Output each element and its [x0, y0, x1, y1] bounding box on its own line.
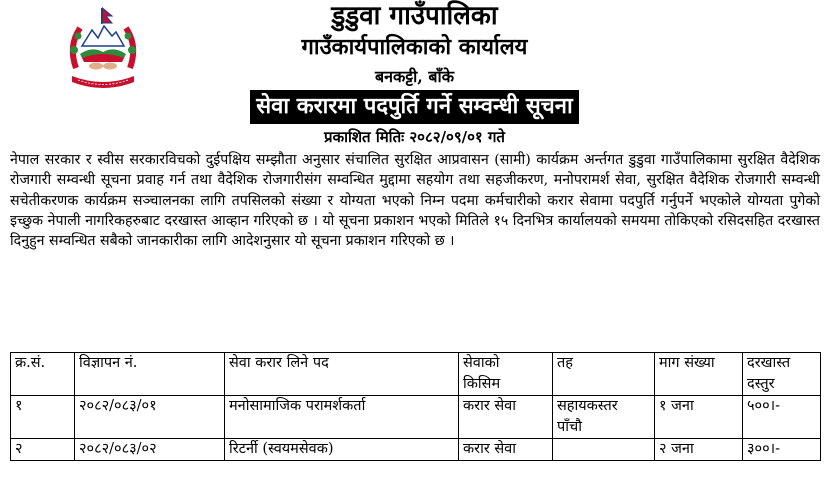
header-level: तह [553, 353, 655, 396]
cell-sn: २ [11, 439, 75, 461]
header-service-type-line1: सेवाको [463, 355, 500, 371]
cell-sn: १ [11, 396, 75, 439]
cell-ad-no: २०८२/०८३/०२ [75, 439, 225, 461]
cell-level [553, 396, 655, 439]
published-date: प्रकाशित मितिः २०८२/०९/०१ गते [324, 128, 505, 146]
header-post: सेवा करार लिने पद [225, 353, 459, 396]
cell-post: रिटर्नी (स्वयमसेवक) [225, 439, 459, 461]
table-row [11, 396, 821, 439]
cell-level [553, 439, 655, 461]
cell-service-type: करार सेवा [459, 396, 553, 439]
header-fee-line1: दरखास्त [747, 355, 791, 371]
table-header-row [11, 353, 821, 396]
cell-demand: १ जना [655, 396, 743, 439]
cell-level-line2: पाँचौ [557, 419, 582, 435]
cell-demand: २ जना [655, 439, 743, 461]
cell-fee: ५००।- [743, 396, 821, 439]
cell-ad-no: २०८२/०८३/०१ [75, 396, 225, 439]
header-sn: क्र.सं. [11, 353, 75, 396]
cell-fee: ३००।- [743, 439, 821, 461]
vacancy-table [10, 352, 821, 461]
cell-post: मनोसामाजिक परामर्शकर्ता [225, 396, 459, 439]
table-row [11, 439, 821, 461]
header-service-type-line2: किसिम [463, 376, 501, 392]
header-fee [743, 353, 821, 396]
header-service-type [459, 353, 553, 396]
header-fee-line2: दस्तुर [747, 376, 775, 392]
notice-title: सेवा करारमा पदपुर्ति गर्ने सम्वन्धी सूचना [250, 90, 578, 124]
office-name: गाउँकार्यपालिकाको कार्यालय [301, 34, 528, 60]
cell-service-type: करार सेवा [459, 439, 553, 461]
municipality-name: डुडुवा गाउँपालिका [331, 1, 498, 31]
header-demand: माग संख्या [655, 353, 743, 396]
header-ad-no: विज्ञापन नं. [75, 353, 225, 396]
notice-banner [0, 90, 829, 124]
cell-level-line1: सहायकस्तर [557, 398, 618, 414]
office-address: बनकट्टी, बाँके [375, 67, 454, 86]
notice-body-text: नेपाल सरकार र स्वीस सरकारविचको दुईपक्षिय सम्झौता अनुसार संचालित सुरक्षित आप्रवासन (सामी) कार्यक्रम अर्न्तगत डुडुवा गाउँपालिकामा सुरक्षित वैदेशिक रोजगारी सम्वन्धी सूचना प्रवाह गर्न तथा वैदेशिक रोजगारीसंग सम्वन्धित मुद्दामा सहयोग तथा सहजीकरण, मनोपरामर्श सेवा, सुरक्षित वैदेशिक रोजगारी सम्वन्धी सचेतीकरणक कार्यक्रम सञ्चालनका लागि तपसिलको संख्या र योग्यता भएको निम्न पदमा कर्मचारीको करार सेवामा पदपुर्ति गर्नुपर्ने भएकोले योग्यता पुगेको इच्छुक नेपाली नागरिकहरुबाट दरखास्त आव्हान गरिएको छ । यो सूचना प्रकाशन भएको मितिले १५ दिनभित्र कार्यालयको समयमा तोकिएको रसिदसहित दरखास्त दिनुहुन सम्वन्धित सबैको जानकारीका लागि आदेशनुसार यो सूचना प्रकाशन गरिएको छ । [10, 152, 820, 250]
